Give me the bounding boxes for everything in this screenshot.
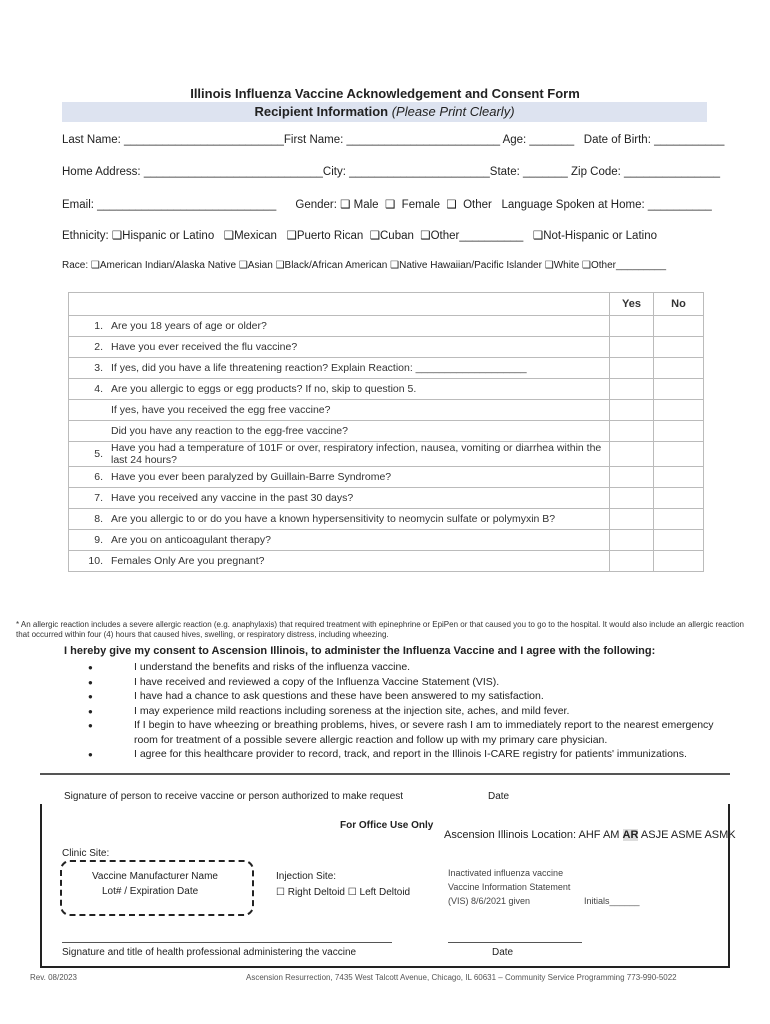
question-row [69,530,704,551]
question-text: Are you allergic to eggs or egg products? If no, skip to question 5. [107,379,610,400]
question-row [69,379,704,400]
question-text: Have you ever received the flu vaccine? [107,337,610,358]
no-answer-cell[interactable] [654,530,704,551]
no-answer-cell[interactable] [654,358,704,379]
hp-signature-label[interactable]: Signature and title of health professional administering the vaccine [62,947,357,958]
no-answer-cell[interactable] [654,467,704,488]
yes-answer-cell[interactable] [610,400,654,421]
question-row [69,316,704,337]
allergy-footnote: * An allergic reaction includes a severe allergic reaction (e.g. anaphylaxis) that required treatment with epinephrine or EpiPen or that caused you to go to the hospital. It would also include an allergic reaction that occurred within four (4) hours that caused hives, swelling, or respiratory distress, including wheezing. [16,620,744,639]
question-row [69,400,704,421]
inactivated-vaccine-label: Inactivated influenza vaccine [448,868,564,878]
no-answer-cell[interactable] [654,337,704,358]
question-number: 1. [69,316,108,337]
consent-item: ● I understand the benefits and risks of the influenza vaccine. [88,660,718,675]
vis-label-2: (VIS) 8/6/2021 given [448,896,531,906]
question-number: 2. [69,337,108,358]
question-number: 6. [69,467,108,488]
address-line[interactable]: Home Address: ____________________________City: ______________________State: _______ Zip Code: _______________ [62,166,720,178]
yes-header: Yes [610,293,654,316]
question-number: 9. [69,530,108,551]
question-number: 5. [69,442,108,467]
question-number [69,400,108,421]
injection-site-label: Injection Site: [276,871,337,882]
location-options [444,829,736,841]
no-answer-cell[interactable] [654,442,704,467]
vis-label-1: Vaccine Information Statement [448,882,571,892]
question-row [69,509,704,530]
question-text: Did you have any reaction to the egg-free vaccine? [107,421,610,442]
yes-answer-cell[interactable] [610,442,654,467]
question-text: Have you had a temperature of 101F or over, respiratory infection, nausea, vomiting or diarrhea within the last 24 hours? [107,442,610,467]
consent-item: ● I have received and reviewed a copy of the Influenza Vaccine Statement (VIS). [88,675,718,690]
question-number: 8. [69,509,108,530]
office-use-heading: For Office Use Only [340,820,434,831]
no-answer-cell[interactable] [654,379,704,400]
yes-answer-cell[interactable] [610,509,654,530]
hp-date-line [448,942,582,943]
recipient-info-band [62,102,707,122]
lot-expiration-label: Lot# / Expiration Date [102,886,199,897]
yes-answer-cell[interactable] [610,337,654,358]
initials-field[interactable]: Initials______ [584,896,640,906]
question-row [69,337,704,358]
question-row [69,442,704,467]
question-text: Have you ever been paralyzed by Guillain-Barre Syndrome? [107,467,610,488]
question-number [69,421,108,442]
yes-answer-cell[interactable] [610,358,654,379]
question-text: If yes, have you received the egg free vaccine? [107,400,610,421]
question-row [69,421,704,442]
race-line[interactable]: Race: ❑American Indian/Alaska Native ❑Asian ❑Black/African American ❑Native Hawaiian/Pacific Islander ❑White ❑Other_________ [62,260,667,271]
question-number: 4. [69,379,108,400]
no-answer-cell[interactable] [654,316,704,337]
question-text: Are you allergic to or do you have a known hypersensitivity to neomycin sulfate or polymyxin B? [107,509,610,530]
question-text: If yes, did you have a life threatening reaction? Explain Reaction: ___________________ [107,358,610,379]
ethnicity-line[interactable]: Ethnicity: ❑Hispanic or Latino ❑Mexican ❑Puerto Rican ❑Cuban ❑Other__________ ❑Not-Hispanic or Latino [62,230,657,242]
divider [40,773,730,775]
question-row [69,488,704,509]
question-text: Females Only Are you pregnant? [107,551,610,572]
footer-address: Ascension Resurrection, 7435 West Talcott Avenue, Chicago, IL 60631 – Community Service Programming 773-990-5022 [246,973,677,982]
no-answer-cell[interactable] [654,509,704,530]
no-answer-cell[interactable] [654,488,704,509]
question-text: Are you 18 years of age or older? [107,316,610,337]
revision-label: Rev. 08/2023 [30,973,77,982]
consent-item: ● I agree for this healthcare provider to record, track, and report in the Illinois I-CARE registry for patients' immunizations. [88,747,718,762]
question-number: 3. [69,358,108,379]
question-row [69,551,704,572]
consent-item: ● I may experience mild reactions including soreness at the injection site, aches, and mild fever. [88,704,718,719]
location-rest: ASJE ASME ASMK [640,829,736,841]
question-text: Have you received any vaccine in the past 30 days? [107,488,610,509]
hp-signature-line [62,942,392,943]
vaccine-manufacturer-label: Vaccine Manufacturer Name [92,871,218,882]
location-ar[interactable]: AR [622,829,639,841]
question-text: Are you on anticoagulant therapy? [107,530,610,551]
consent-list [88,660,718,762]
yes-answer-cell[interactable] [610,530,654,551]
question-number: 10. [69,551,108,572]
consent-item: ● If I begin to have wheezing or breathing problems, hives, or severe rash I am to immediately report to the nearest emergency room for treatment of a possible severe allergic reaction and follow up with my primary care physician. [88,718,718,747]
question-row [69,358,704,379]
yes-answer-cell[interactable] [610,316,654,337]
form-title: Illinois Influenza Vaccine Acknowledgement and Consent Form [190,86,580,101]
no-header: No [654,293,704,316]
health-questionnaire [68,292,704,572]
email-gender-line[interactable]: Email: ____________________________ Gender: ❑ Male ❑ Female ❑ Other Language Spoken at Home: __________ [62,199,712,211]
question-row [69,467,704,488]
recipient-signature-label[interactable]: Signature of person to receive vaccine or person authorized to make request [64,791,404,802]
yes-answer-cell[interactable] [610,379,654,400]
no-answer-cell[interactable] [654,421,704,442]
no-answer-cell[interactable] [654,400,704,421]
consent-heading: I hereby give my consent to Ascension Illinois, to administer the Influenza Vaccine and I agree with the following: [64,645,656,657]
clinic-site-label[interactable]: Clinic Site: [62,848,110,859]
yes-answer-cell[interactable] [610,421,654,442]
no-answer-cell[interactable] [654,551,704,572]
recipient-info-label: Recipient Information [254,104,389,119]
location-label: Ascension Illinois Location: AHF AM [444,829,620,841]
question-number: 7. [69,488,108,509]
hp-date-label[interactable]: Date [492,947,514,958]
deltoid-options[interactable]: ☐ Right Deltoid ☐ Left Deltoid [276,887,411,898]
yes-answer-cell[interactable] [610,551,654,572]
consent-item: ● I have had a chance to ask questions and these have been answered to my satisfaction. [88,689,718,704]
recipient-date-label[interactable]: Date [488,791,510,802]
yes-answer-cell[interactable] [610,467,654,488]
name-line[interactable]: Last Name: _________________________First Name: ________________________ Age: _______ Date of Birth: ___________ [62,134,725,146]
yes-answer-cell[interactable] [610,488,654,509]
recipient-info-note: (Please Print Clearly) [391,104,515,119]
